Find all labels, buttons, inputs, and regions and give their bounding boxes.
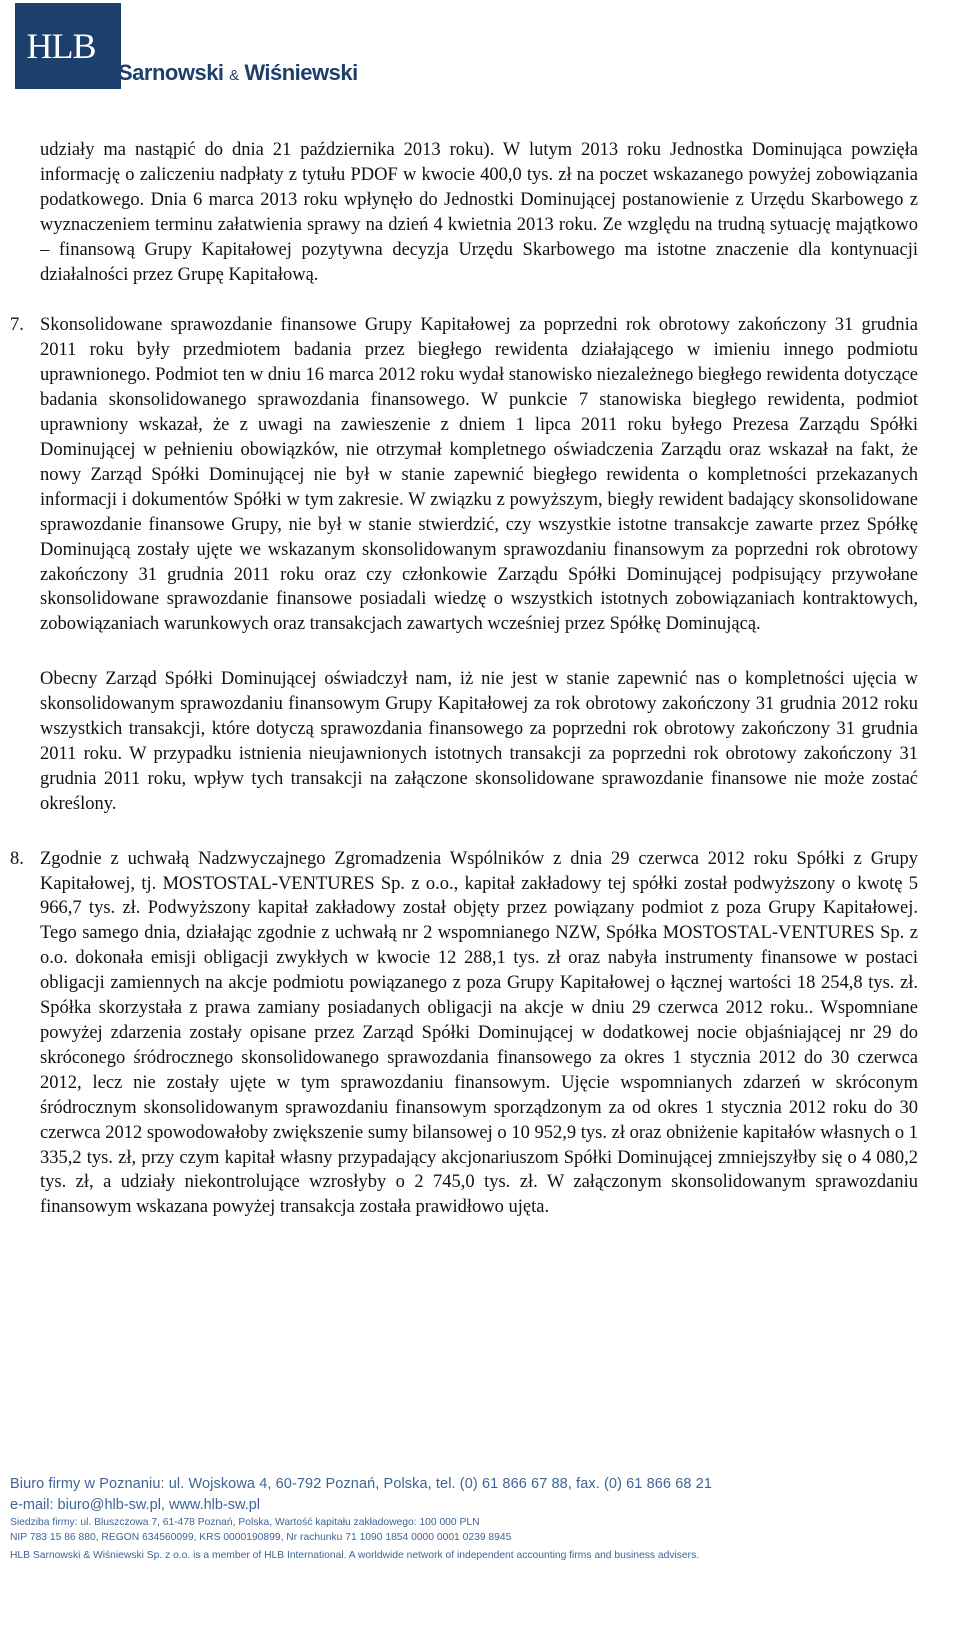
footer-registered-office: Siedziba firmy: ul. Bluszczowa 7, 61-478 Poznań, Polska, Wartość kapitału zakładowego: 100 000 PLN (10, 1517, 480, 1528)
logo-name-part1: Sarnowski (118, 60, 224, 85)
logo-letters: HLB (26, 26, 96, 66)
footer-address: Biuro firmy w Poznaniu: ul. Wojskowa 4, 60-792 Poznań, Polska, tel. (0) 61 866 67 88, fax. (0) 61 866 68 21 (10, 1476, 712, 1492)
footer-network: HLB Sarnowski & Wiśniewski Sp. z o.o. is a member of HLB International. A worldwide network of independent accounting firms and business advisers. (10, 1550, 700, 1562)
logo-mark (15, 3, 101, 89)
logo-name-part2: Wiśniewski (244, 60, 358, 85)
item-8-text: Zgodnie z uchwałą Nadzwyczajnego Zgromadzenia Wspólników z dnia 29 czerwca 2012 roku Spółki z Grupy Kapitałowej, tj. MOSTOSTAL-VENTURES Sp. z o.o., kapitał zakładowy tej spółki został podwyższony o kwotę 5 966,7 tys. zł. Podwyższony kapitał zakładowy został objęty przez powiązany podmiot z poza Grupy Kapitałowej. Tego samego dnia, działając zgodnie z uchwałą nr 2 wspomnianego NZW, Spółka MOSTOSTAL-VENTURES Sp. z o.o. dokonała emisji obligacji zwykłych w kwocie 12 288,1 tys. zł oraz nabyła instrumenty finansowe w postaci obligacji zamiennych na akcje podmiotu powiązanego z poza Grupy Kapitałowej o łącznej wartości 18 254,8 tys. zł. Spółka skorzystała z prawa zamiany posiadanych obligacji na akcje w dniu 29 czerwca 2012 roku.. Wspomniane powyżej zdarzenia zostały opisane przez Zarząd Spółki Dominującej w dodatkowej nocie objaśniającej nr 29 do skróconego śródrocznego skonsolidowanego sprawozdania finansowego za okres 1 stycznia 2012 do 30 czerwca 2012, lecz nie zostały ujęte w tym sprawozdaniu finansowym. Ujęcie wspomnianych zdarzeń w skróconym śródrocznym skonsolidowanym sprawozdaniu finansowym sporządzonym za od okres 1 stycznia 2012 roku do 30 czerwca 2012 spowodowałoby zwiększenie sumy bilansowej o 10 952,9 tys. zł oraz obniżenie kapitałów własnych o 1 335,2 tys. zł, przy czym kapitał własny przypadający akcjonariuszom Spółki Dominującej zmniejszyłby się o 4 080,2 tys. zł, a udziały niekontrolujące wzrosłyby o 2 745,0 tys. zł. W załączonym skonsolidowanym sprawozdaniu finansowym wskazana powyżej transakcja została prawidłowo ujęta. (40, 848, 918, 1218)
item-8 (10, 847, 918, 1221)
footer-registration: NIP 783 15 86 880, REGON 634560099, KRS 0000190899, Nr rachunku 71 1090 1854 0000 0001 0239 8945 (10, 1531, 512, 1543)
document-body (10, 138, 918, 1220)
item-7-number: 7. (10, 315, 24, 336)
item-7-text: Skonsolidowane sprawozdanie finansowe Grupy Kapitałowej za poprzedni rok obrotowy zakończony 31 grudnia 2011 roku były przedmiotem badania przez biegłego rewidenta działającego w imieniu innego podmiotu uprawnionego. Podmiot ten w dniu 16 marca 2012 roku wydał stanowisko niezależnego biegłego rewidenta dotyczące badania skonsolidowanego sprawozdania finansowego. W punkcie 7 stanowiska biegłego rewidenta, podmiot uprawniony wskazał, że z uwagi na zawieszenie z dniem 1 lipca 2011 roku byłego Prezesa Zarządu Spółki Dominującej w pełnieniu obowiązków, nie otrzymał kompletnego oświadczenia Zarządu oraz wskazał na fakt, że nowy Zarząd Spółki Dominującej nie był w stanie zapewnić biegłego rewidenta o kompletności przekazanych informacji i dokumentów Spółki w tym zakresie. W związku z powyższym, biegły rewident badający skonsolidowane sprawozdanie finansowe Grupy, nie był w stanie stwierdzić, czy wszystkie istotne transakcje zawarte przez Spółkę Dominującą zostały ujęte we wskazanym skonsolidowanym sprawozdaniu finansowym za poprzedni rok obrotowy zakończony 31 grudnia 2011 roku oraz czy członkowie Zarządu Spółki Dominującej podpisujący przywołane skonsolidowane sprawozdanie finansowe posiadali wiedzę o wszystkich istotnych zobowiązaniach kontraktowych, zobowiązaniach warunkowych oraz transakcjach zawartych wcześniej przez Spółkę Dominującą. (40, 315, 918, 635)
item-7-continuation: Obecny Zarząd Spółki Dominującej oświadczył nam, iż nie jest w stanie zapewnić nas o kompletności ujęcia w skonsolidowanym sprawozdaniu finansowym Grupy Kapitałowej za rok obrotowy zakończony 31 grudnia 2012 roku wszystkich transakcji, które dotyczą sprawozdania finansowego za poprzedni rok obrotowy zakończony 31 grudnia 2011 roku. W przypadku istnienia nieujawnionych istotnych transakcji za poprzedni rok obrotowy zakończony 31 grudnia 2011 roku, wpływ tych transakcji na załączone skonsolidowane sprawozdanie finansowe nie może zostać określony. (40, 669, 918, 814)
item-7 (10, 313, 918, 637)
intro-paragraph: udziały ma nastąpić do dnia 21 października 2013 roku). W lutym 2013 roku Jednostka Dominująca powzięła informację o zaliczeniu nadpłaty z tytułu PDOF w kwocie 400,0 tys. zł na poczet wskazanego powyżej zobowiązania podatkowego. Dnia 6 marca 2013 roku wpłynęło do Jednostki Dominującej postanowienie z Urzędu Skarbowego z wyznaczeniem terminu załatwienia sprawy na dzień 4 kwietnia 2013 roku. Ze względu na trudną sytuację majątkowo – finansową Grupy Kapitałowej pozytywna decyzja Urzędu Skarbowego ma istotne znaczenie dla kontynuacji działalności przez Grupę Kapitałową. (40, 140, 918, 285)
logo-firm-name (118, 60, 358, 86)
page-footer (10, 1474, 940, 1567)
item-8-number: 8. (10, 848, 24, 869)
footer-contact: e-mail: biuro@hlb-sw.pl, www.hlb-sw.pl (10, 1497, 261, 1513)
logo-ampersand: & (229, 67, 239, 84)
